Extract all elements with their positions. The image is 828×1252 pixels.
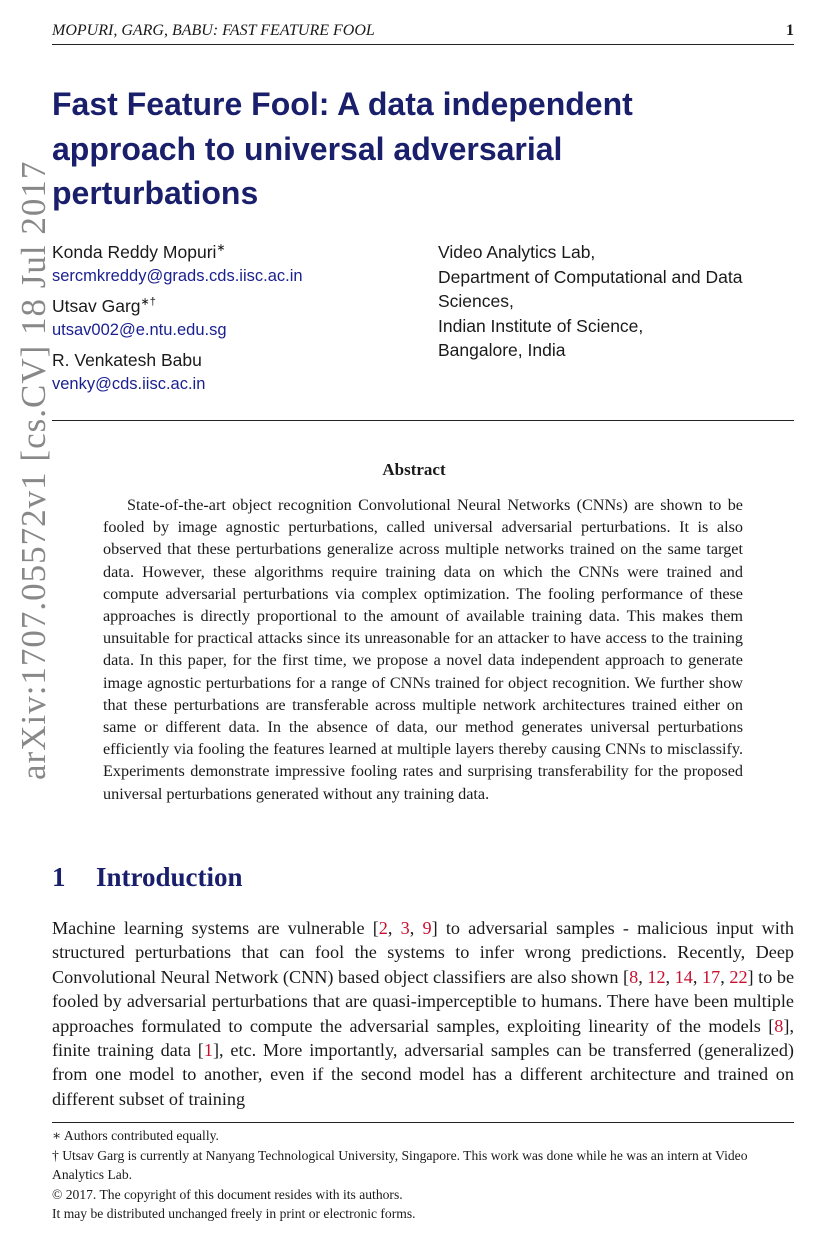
author-name: Utsav Garg [52, 296, 141, 316]
affiliation-line: Department of Computational and Data Sciences, [438, 266, 743, 311]
author-email-link[interactable]: sercmkreddy@grads.cds.iisc.ac.in [52, 267, 303, 285]
page-number: 1 [786, 22, 794, 39]
intro-paragraph: Machine learning systems are vulnerable [2, 3, 9] to adversarial samples - malicious input with structured perturbations that can fool the systems to infer wrong predictions. Recently, Deep Convolutional Neural Network (CNN) based object classifiers are also shown [8, 12, 14, 17, 22] to be fooled by adversarial perturbations that are quasi-imperceptible to humans. There have been multiple approaches formulated to compute the adversarial samples, exploiting linearity of the models [8], finite training data [1], etc. More importantly, adversarial samples can be transferred (generalized) from one model to another, even if the second model has a different architecture and trained on different subset of training [52, 918, 795, 1109]
text-run: ] to adversarial samples - malicious input with structured perturbations that can fool the systems to infer wrong predictions. Recently, Deep Convolutional Neural Network (CNN) based object classifiers are also shown [ [52, 918, 794, 987]
author-3 [52, 348, 303, 402]
footnote: © 2017. The copyright of this document resides with its authors. [52, 1186, 403, 1202]
text-run: Machine learning systems are vulnerable [ [52, 918, 379, 938]
citation-link[interactable]: 1 [203, 1040, 213, 1061]
author-1 [52, 240, 303, 294]
citation-link[interactable]: 14 [674, 966, 693, 987]
footnotes [52, 1126, 794, 1224]
text-run: ], etc. More importantly, adversarial samples can be transferred (generalized) from one model to another, even if the second model has a different architecture and trained on different subset of training [52, 1040, 794, 1109]
citation-link[interactable]: 9 [422, 918, 432, 938]
arxiv-stamp: arXiv:1707.05572v1 [cs.CV] 18 Jul 2017 [14, 160, 53, 780]
running-header [52, 20, 794, 45]
author-list [52, 240, 303, 402]
abstract-text: State-of-the-art object recognition Convolutional Neural Networks (CNNs) are shown to be fooled by image agnostic perturbations, called universal adversarial perturbations. It is also observed that these perturbations generalize across multiple networks trained on the same target data. However, these algorithms require training data on which the CNNs were trained and compute adversarial perturbations via complex optimization. The fooling performance of these approaches is directly proportional to the amount of available training data. This makes them unsuitable for practical attacks since its unreasonable for an attacker to have access to the training data. In this paper, for the first time, we propose a novel data independent approach to generate image agnostic perturbations for a range of CNNs trained for object recognition. We further show that these perturbations are transferable across multiple network architectures trained either on same or different data. In the absence of data, our method generates universal perturbations efficiently via fooling the features learned at multiple layers thereby causing CNNs to misclassify. Experiments demonstrate impressive fooling rates and surprising transferability for the proposed universal perturbations generated without any training data. [103, 496, 743, 803]
section-number: 1 [52, 862, 66, 892]
running-title: MOPURI, GARG, BABU: FAST FEATURE FOOL [52, 22, 375, 39]
author-email-link[interactable]: utsav002@e.ntu.edu.sg [52, 321, 227, 339]
citation-link[interactable]: 2 [378, 918, 388, 938]
abstract-heading: Abstract [382, 460, 446, 479]
footnote-divider [52, 1122, 794, 1123]
citation-link[interactable]: 8 [629, 966, 639, 987]
author-mark: ∗ [216, 242, 226, 254]
text-run: ] to be fooled by adversarial perturbations that are quasi-imperceptible to humans. There have been multiple approaches formulated to compute the adversarial samples, exploiting linearity of the models [ [52, 966, 795, 1036]
affiliation [438, 240, 798, 363]
author-name: Konda Reddy Mopuri [52, 242, 217, 262]
author-name: R. Venkatesh Babu [52, 350, 202, 370]
author-2 [52, 294, 303, 348]
citation-link[interactable]: 12 [647, 966, 666, 987]
footnote: ∗ Authors contributed equally. [52, 1128, 219, 1143]
footnote: † Utsav Garg is currently at Nanyang Technological University, Singapore. This work was done while he was an intern at Video Analytics Lab. [52, 1147, 748, 1182]
footnote: It may be distributed unchanged freely in print or electronic forms. [52, 1206, 416, 1221]
section-heading [52, 862, 243, 893]
section-title: Introduction [96, 862, 243, 892]
author-mark: ∗† [140, 296, 156, 308]
author-email-link[interactable]: venky@cds.iisc.ac.in [52, 375, 206, 393]
affiliation-line: Indian Institute of Science, [438, 315, 644, 336]
citation-link[interactable]: 3 [400, 918, 410, 938]
text-run: ], finite training data [ [52, 1015, 794, 1061]
paper-title: Fast Feature Fool: A data independent approach to universal adversarial perturbations [52, 86, 633, 211]
title-divider [52, 420, 794, 421]
citation-link[interactable]: 17 [702, 966, 721, 987]
citation-link[interactable]: 8 [774, 1015, 784, 1036]
affiliation-line: Bangalore, India [438, 340, 566, 360]
citation-link[interactable]: 22 [729, 966, 748, 987]
affiliation-line: Video Analytics Lab, [438, 242, 596, 262]
